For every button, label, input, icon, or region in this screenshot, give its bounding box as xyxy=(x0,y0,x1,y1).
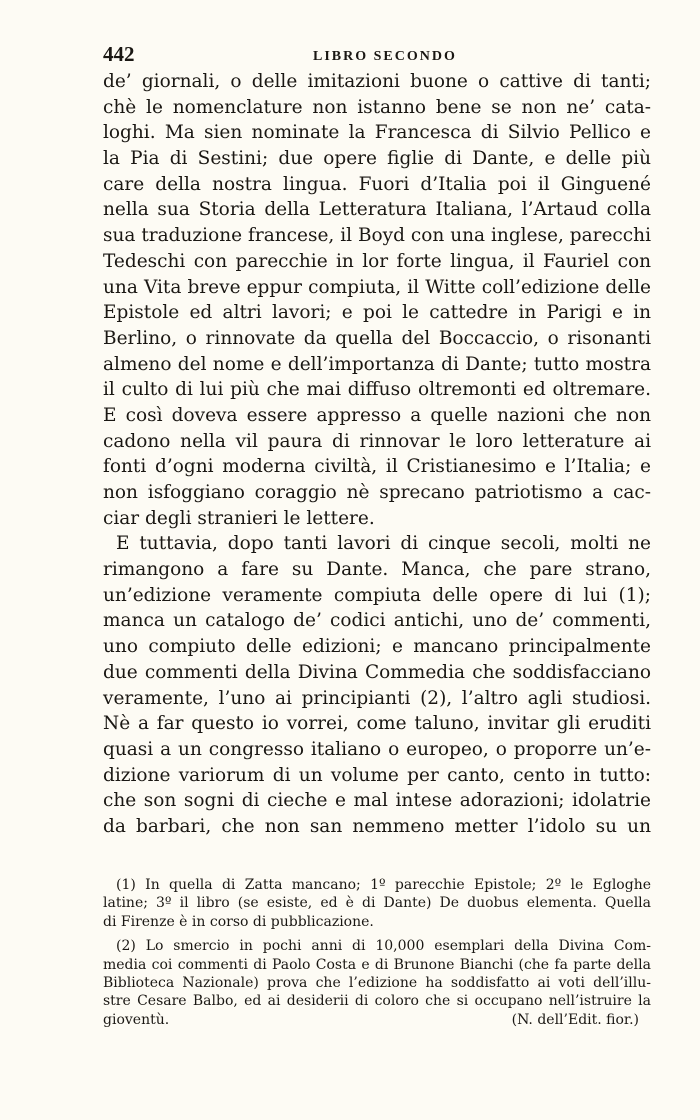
text-line: veramente, l’uno ai principianti (2), l’altro agli studiosi. xyxy=(103,687,651,709)
text-line: rimangono a fare su Dante. Manca, che pare strano, xyxy=(103,559,651,581)
text-line: sua traduzione francese, il Boyd con una inglese, parecchi xyxy=(103,225,651,247)
text-line: dizione variorum di un volume per canto, cento in tutto: xyxy=(103,764,651,786)
text-line: fonti d’ogni moderna civiltà, il Cristianesimo e l’Italia; e xyxy=(103,456,651,478)
text-line: almeno del nome e dell’importanza di Dante; tutto mostra xyxy=(103,353,651,375)
footnote-line: latine; 3º il libro (se esiste, ed è di Dante) De duobus elementa. Quella xyxy=(103,895,651,912)
text-line: uno compiuto delle edizioni; e mancano principalmente xyxy=(103,636,651,658)
text-line: Tedeschi con parecchie in lor forte lingua, il Fauriel con xyxy=(103,250,651,272)
footnote-line: di Firenze è in corso di pubblicazione. xyxy=(103,913,374,930)
text-line: nella sua Storia della Letteratura Italiana, l’Artaud colla xyxy=(103,199,651,221)
running-title: LIBRO SECONDO xyxy=(313,49,457,64)
text-line: il culto di lui più che mai diffuso oltremonti ed oltremare. xyxy=(103,379,651,401)
text-line: che son sogni di cieche e mal intese adorazioni; idolatrie xyxy=(103,790,651,812)
footnote-line: media coi commenti di Paolo Costa e di Brunone Bianchi (che fa parte della xyxy=(103,956,651,973)
footnote-line: gioventù. xyxy=(103,1011,170,1028)
main-text xyxy=(103,69,651,840)
page-number: 442 xyxy=(103,42,135,66)
editor-note-signature: (N. dell’Edit. fior.) xyxy=(511,1011,639,1028)
footnote-line: stre Cesare Balbo, ed ai desiderii di coloro che si occupano nell’istruire la xyxy=(103,993,651,1010)
text-line: cadono nella vil paura di rinnovar le loro letterature ai xyxy=(103,430,651,452)
text-line: una Vita breve eppur compiuta, il Witte coll’edizione delle xyxy=(103,276,651,298)
text-line: quasi a un congresso italiano o europeo, o proporre un’e- xyxy=(103,738,651,760)
text-line: chè le nomenclature non istanno bene se non ne’ cata- xyxy=(103,96,651,118)
text-line: ciar degli stranieri le lettere. xyxy=(103,507,375,529)
text-line: la Pia di Sestini; due opere figlie di Dante, e delle più xyxy=(103,148,651,170)
text-line: manca un catalogo de’ codici antichi, uno de’ commenti, xyxy=(103,610,651,632)
text-line: due commenti della Divina Commedia che soddisfacciano xyxy=(103,661,651,683)
footnote-line: Biblioteca Nazionale) prova che l’edizione ha soddisfatto ai voti dell’illu- xyxy=(103,974,651,991)
footnote-1 xyxy=(103,876,651,931)
text-line: E così doveva essere appresso a quelle nazioni che non xyxy=(103,404,651,426)
text-line: Epistole ed altri lavori; e poi le cattedre in Parigi e in xyxy=(103,302,651,324)
text-line: da barbari, che non san nemmeno metter l’idolo su un xyxy=(103,815,651,837)
text-line: non isfoggiano coraggio nè sprecano patriotismo a cac- xyxy=(103,482,651,503)
text-line: Nè a far questo io vorrei, come taluno, invitar gli eruditi xyxy=(103,713,651,735)
text-line: E tuttavia, dopo tanti lavori di cinque secoli, molti ne xyxy=(116,533,651,555)
text-line: loghi. Ma sien nominate la Francesca di Silvio Pellico e xyxy=(103,122,651,144)
text-line: Berlino, o rinnovate da quella del Boccaccio, o risonanti xyxy=(103,327,651,349)
text-line: care della nostra lingua. Fuori d’Italia poi il Ginguené xyxy=(103,173,651,195)
page-header xyxy=(103,42,651,72)
text-line: de’ giornali, o delle imitazioni buone o cattive di tanti; xyxy=(103,71,651,92)
footnote-line: (1) In quella di Zatta mancano; 1º parecchie Epistole; 2º le Egloghe xyxy=(116,877,651,893)
footnote-line: (2) Lo smercio in pochi anni di 10,000 esemplari della Divina Com- xyxy=(116,938,651,955)
text-line: un’edizione veramente compiuta delle opere di lui (1); xyxy=(103,584,651,606)
footnote-2 xyxy=(103,937,651,1029)
footnotes xyxy=(103,876,651,1035)
